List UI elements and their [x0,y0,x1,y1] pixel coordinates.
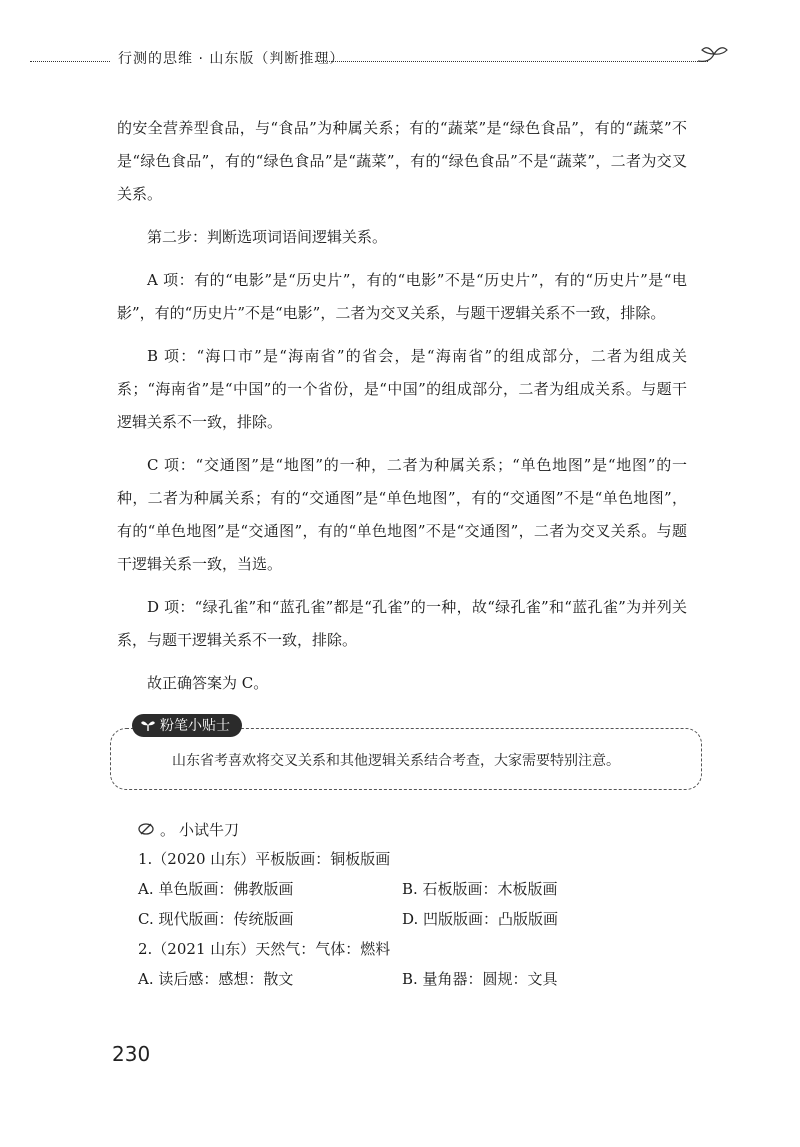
sprout-icon [694,42,734,66]
paragraph-option-a: A 项：有的“电影”是“历史片”，有的“电影”不是“历史片”，有的“历史片”是“电影”，有的“历史片”不是“电影”，二者为交叉关系，与题干逻辑关系不一致，排除。 [117,271,687,322]
paragraph-option-c: C 项：“交通图”是“地图”的一种，二者为种属关系；“单色地图”是“地图”的一种，二者为种属关系；有的“交通图”是“单色地图”，有的“交通图”不是“单色地图”，有的“单色地图”是“交通图”，有的“单色地图”不是“交通图”，二者为交叉关系。与题干逻辑关系一致，当选。 [117,456,687,573]
q1-option-d: D. 凹版版画：凸版版画 [402,910,559,928]
tip-badge-label: 粉笔小贴士 [160,718,230,734]
paragraph-option-b: B 项：“海口市”是“海南省”的省会，是“海南省”的组成部分，二者为组成关系；“海南省”是“中国”的一个省份，是“中国”的组成部分，二者为组成关系。与题干逻辑关系不一致，排除。 [117,347,687,431]
paragraph-continued: 的安全营养型食品，与“食品”为种属关系；有的“蔬菜”是“绿色食品”，有的“蔬菜”不是“绿色食品”，有的“绿色食品”是“蔬菜”，有的“绿色食品”不是“蔬菜”，二者为交叉关系。 [117,119,687,203]
tip-text: 山东省考喜欢将交叉关系和其他逻辑关系结合考查，大家需要特别注意。 [172,753,620,769]
q2-option-b: B. 量角器：圆规：文具 [402,970,558,988]
q1-option-a: A. 单色版画：佛教版画 [138,880,294,898]
paragraph-step-two: 第二步：判断选项词语间逻辑关系。 [147,228,388,246]
header-title: 行测的思维 · 山东版（判断推理） [118,51,345,67]
practice-title: 小试牛刀 [179,820,240,839]
tip-badge [132,714,242,737]
question-1-stem: 1.（2020 山东）平板版画：铜板版画 [138,850,391,868]
header-rule-left [30,61,110,62]
header-rule-right [318,61,708,62]
practice-heading [138,814,678,844]
paragraph-answer: 故正确答案为 C。 [147,674,269,692]
question-2-options-ab [138,964,678,994]
practice-heading-dot: 。 [160,820,176,839]
question-1-options-ab [138,874,678,904]
analysis-body [117,112,687,710]
question-2-stem: 2.（2021 山东）天然气：气体：燃料 [138,940,391,958]
q1-option-c: C. 现代版画：传统版画 [138,910,294,928]
practice-section [138,814,678,994]
paragraph-option-d: D 项：“绿孔雀”和“蓝孔雀”都是“孔雀”的一种，故“绿孔雀”和“蓝孔雀”为并列关系，与题干逻辑关系不一致，排除。 [117,598,687,649]
question-1-options-cd [138,904,678,934]
running-header [30,48,720,72]
page-number: 230 [112,1042,151,1066]
q2-option-a: A. 读后感：感想：散文 [138,970,294,988]
pencil-icon [138,822,156,836]
sprout-icon [140,718,156,732]
q1-option-b: B. 石板版画：木板版画 [402,880,558,898]
